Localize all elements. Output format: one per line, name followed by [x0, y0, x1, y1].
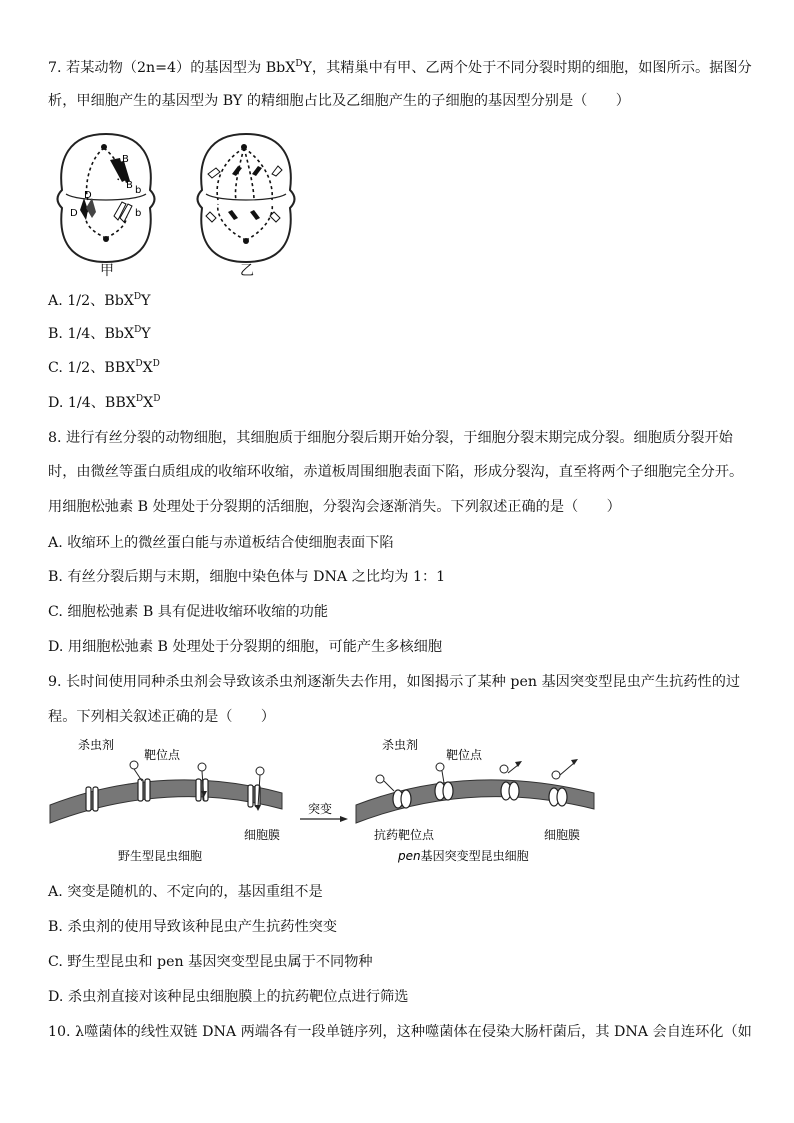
q9-stem-line1: 9. 长时间使用同种杀虫剂会导致该杀虫剂逐渐失去作用，如图揭示了某种 pen 基因突变型昆虫产生抗药性的过: [48, 674, 741, 690]
svg-text:B: B: [126, 180, 133, 191]
q9-option-c[interactable]: C. 野生型昆虫和 pen 基因突变型昆虫属于不同物种: [48, 954, 373, 970]
q7-option-d[interactable]: D. 1/4、$BBX^DX^D$: [48, 394, 161, 411]
cell-yi-label: 乙: [240, 263, 254, 279]
q8-stem-line2: 时，由微丝等蛋白质组成的收缩环收缩，赤道板周围细胞表面下陷，形成分裂沟，直至将两个子细胞完全分开。: [48, 464, 744, 480]
svg-text:b: b: [135, 185, 142, 196]
svg-text:抗药靶位点: 抗药靶位点: [374, 828, 435, 842]
q8-option-a[interactable]: A. 收缩环上的微丝蛋白能与赤道板结合使细胞表面下陷: [48, 535, 394, 551]
cell-jia: [58, 134, 155, 262]
q9-option-b[interactable]: B. 杀虫剂的使用导致该种昆虫产生抗药性突变: [48, 919, 338, 935]
q8-option-b[interactable]: B. 有丝分裂后期与末期，细胞中染色体与 DNA 之比均为 1：1: [48, 569, 446, 585]
q8-stem-line1: 8. 进行有丝分裂的动物细胞，其细胞质于细胞分裂后期开始分裂，于细胞分裂末期完成分裂。细胞质分裂开始: [48, 430, 733, 446]
q8-stem-line3: 用细胞松弛素 B 处理处于分裂期的活细胞，分裂沟会逐渐消失。下列叙述正确的是（ ）: [48, 499, 621, 515]
svg-text:细胞膜: 细胞膜: [544, 828, 581, 842]
q9-mutation-figure: [48, 735, 608, 865]
q9-option-d[interactable]: D. 杀虫剂直接对该种昆虫细胞膜上的抗药靶位点进行筛选: [48, 989, 409, 1005]
svg-text:突变: 突变: [308, 802, 333, 816]
svg-text:B: B: [122, 154, 129, 165]
svg-text:pen基因突变型昆虫细胞: pen基因突变型昆虫细胞: [398, 849, 529, 863]
svg-text:野生型昆虫细胞: 野生型昆虫细胞: [118, 849, 203, 863]
q7-stem-line2: 析，甲细胞产生的基因型为 BY 的精细胞占比及乙细胞产生的子细胞的基因型分别是（ ）: [48, 93, 630, 109]
q8-option-c[interactable]: C. 细胞松弛素 B 具有促进收缩环收缩的功能: [48, 604, 329, 620]
cell-yi: [198, 134, 295, 262]
svg-text:杀虫剂: 杀虫剂: [78, 738, 115, 752]
cell-jia-label: 甲: [100, 263, 114, 279]
q7-stem-line1: 7. 若某动物（2n=4）的基因型为 BbX$^D$Y，其精巢中有甲、乙两个处于不同分裂时期的细胞，如图所示。据图分: [48, 59, 752, 76]
wild-type-cell-diagram: [50, 737, 282, 863]
q7-cell-figure: [48, 130, 308, 280]
svg-text:杀虫剂: 杀虫剂: [382, 738, 419, 752]
svg-text:靶位点: 靶位点: [446, 748, 483, 762]
svg-text:靶位点: 靶位点: [144, 748, 181, 762]
q7-option-a[interactable]: A. 1/2、BbX$^D$Y: [48, 292, 151, 309]
q8-option-d[interactable]: D. 用细胞松弛素 B 处理处于分裂期的细胞，可能产生多核细胞: [48, 639, 443, 655]
mutation-arrow: [300, 801, 348, 822]
q9-option-a[interactable]: A. 突变是随机的、不定向的，基因重组不是: [48, 884, 323, 900]
svg-text:细胞膜: 细胞膜: [244, 828, 281, 842]
q9-stem-line2: 程。下列相关叙述正确的是（ ）: [48, 709, 276, 725]
q7-option-b[interactable]: B. 1/4、BbX$^D$Y: [48, 325, 151, 342]
mutant-cell-diagram: [356, 737, 594, 863]
svg-text:D: D: [70, 208, 78, 219]
svg-text:b: b: [135, 208, 142, 219]
q7-option-c[interactable]: C. 1/2、$BBX^DX^D$: [48, 359, 160, 376]
svg-text:D: D: [84, 190, 92, 201]
q10-stem-line1: 10. λ噬菌体的线性双链 DNA 两端各有一段单链序列，这种噬菌体在侵染大肠杆菌后，其 DNA 会自连环化（如: [48, 1024, 752, 1040]
